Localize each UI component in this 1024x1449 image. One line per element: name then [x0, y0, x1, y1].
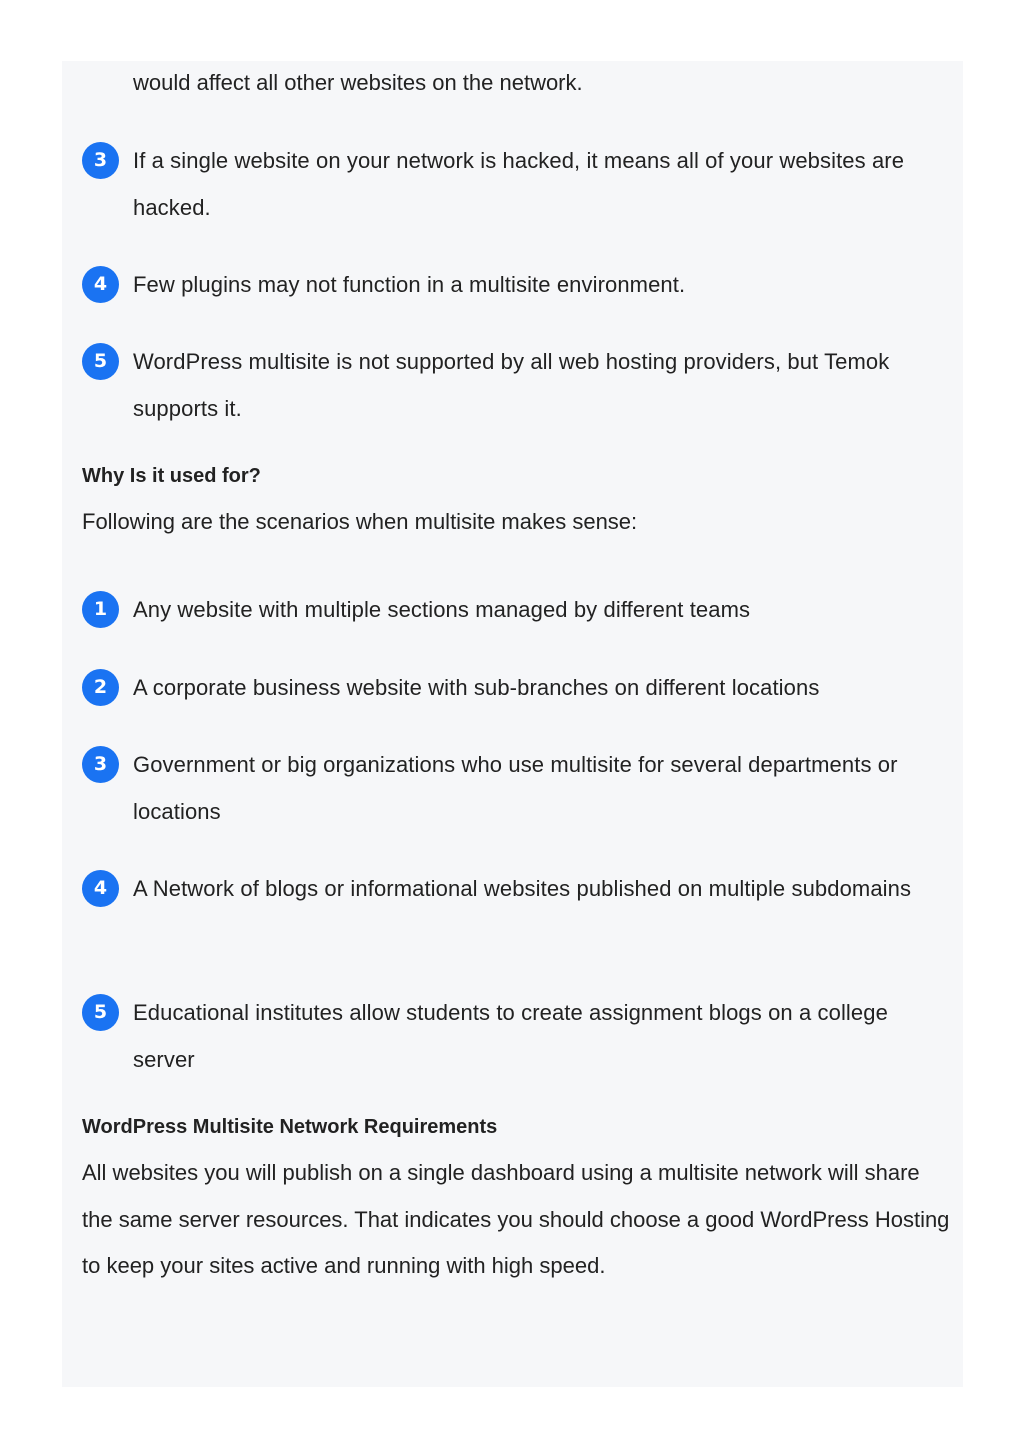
- number-badge: 2: [82, 669, 119, 706]
- list-item-text: Educational institutes allow students to create assignment blogs on a college server: [133, 1000, 888, 1072]
- list-item-text: Few plugins may not function in a multisite environment.: [133, 272, 686, 297]
- number-badge: 4: [82, 266, 119, 303]
- continuation-text: would affect all other websites on the network.: [133, 70, 583, 95]
- list-item-text: A Network of blogs or informational websites published on multiple subdomains: [133, 876, 912, 901]
- list-item-text: A corporate business website with sub-branches on different locations: [133, 675, 820, 700]
- section-intro: Following are the scenarios when multisite makes sense:: [82, 509, 638, 534]
- section-heading: WordPress Multisite Network Requirements: [82, 1116, 498, 1138]
- section-heading: Why Is it used for?: [82, 465, 261, 487]
- number-badge: 5: [82, 343, 119, 380]
- section-paragraph: All websites you will publish on a single dashboard using a multisite network will share the same server resources. That indicates you should choose a good WordPress Hosting to keep your sites active and running with high speed.: [82, 1160, 950, 1278]
- number-badge: 3: [82, 142, 119, 179]
- list-item-text: Any website with multiple sections managed by different teams: [133, 597, 751, 622]
- list-item-text: Government or big organizations who use multisite for several departments or locations: [133, 752, 898, 824]
- number-badge: 3: [82, 746, 119, 783]
- list-item-text: WordPress multisite is not supported by all web hosting providers, but Temok supports it.: [133, 349, 890, 421]
- list-item-text: If a single website on your network is hacked, it means all of your websites are hacked.: [133, 148, 905, 220]
- number-badge: 5: [82, 994, 119, 1031]
- number-badge: 4: [82, 870, 119, 907]
- number-badge: 1: [82, 591, 119, 628]
